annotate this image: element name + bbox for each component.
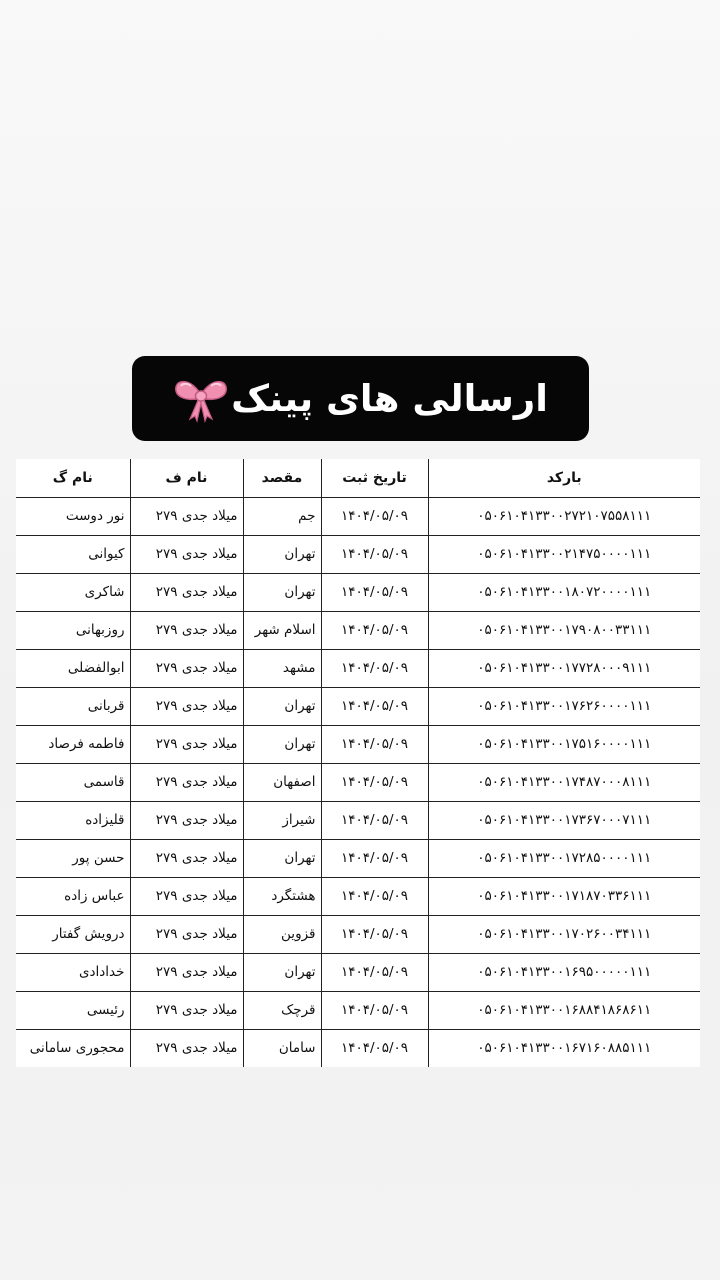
date-cell: ۱۴۰۴/۰۵/۰۹ [321, 877, 428, 915]
barcode-cell: ۰۵۰۶۱۰۴۱۳۳۰۰۱۶۹۵۰۰۰۰۰۱۱۱ [428, 953, 700, 991]
first-name-cell: میلاد جدی ۲۷۹ [130, 1029, 243, 1067]
first-name-cell: میلاد جدی ۲۷۹ [130, 573, 243, 611]
first-name-cell: میلاد جدی ۲۷۹ [130, 877, 243, 915]
last-name-cell: ابوالفضلی [16, 649, 130, 687]
date-cell: ۱۴۰۴/۰۵/۰۹ [321, 611, 428, 649]
last-name-cell: درویش گفتار [16, 915, 130, 953]
shipments-table-container [16, 459, 700, 1059]
barcode-cell: ۰۵۰۶۱۰۴۱۳۳۰۰۲۱۴۷۵۰۰۰۰۱۱۱ [428, 535, 700, 573]
barcode-cell: ۰۵۰۶۱۰۴۱۳۳۰۰۱۷۲۸۵۰۰۰۰۱۱۱ [428, 839, 700, 877]
destination-cell: مشهد [243, 649, 321, 687]
first-name-cell: میلاد جدی ۲۷۹ [130, 497, 243, 535]
barcode-cell: ۰۵۰۶۱۰۴۱۳۳۰۰۱۷۴۸۷۰۰۰۸۱۱۱ [428, 763, 700, 801]
last-name-cell: عباس زاده [16, 877, 130, 915]
destination-cell: اصفهان [243, 763, 321, 801]
table-header-row [16, 459, 700, 497]
first-name-cell: میلاد جدی ۲۷۹ [130, 801, 243, 839]
first-name-cell: میلاد جدی ۲۷۹ [130, 915, 243, 953]
header-first-name: نام ف [130, 459, 243, 497]
last-name-cell: قلیزاده [16, 801, 130, 839]
date-cell: ۱۴۰۴/۰۵/۰۹ [321, 763, 428, 801]
destination-cell: تهران [243, 953, 321, 991]
table-row [16, 801, 700, 839]
destination-cell: جم [243, 497, 321, 535]
first-name-cell: میلاد جدی ۲۷۹ [130, 535, 243, 573]
first-name-cell: میلاد جدی ۲۷۹ [130, 687, 243, 725]
table-row [16, 839, 700, 877]
date-cell: ۱۴۰۴/۰۵/۰۹ [321, 573, 428, 611]
first-name-cell: میلاد جدی ۲۷۹ [130, 953, 243, 991]
table-row [16, 991, 700, 1029]
destination-cell: هشتگرد [243, 877, 321, 915]
last-name-cell: فاطمه فرصاد [16, 725, 130, 763]
destination-cell: شیراز [243, 801, 321, 839]
barcode-cell: ۰۵۰۶۱۰۴۱۳۳۰۰۱۶۸۸۴۱۸۶۸۶۱۱ [428, 991, 700, 1029]
barcode-cell: ۰۵۰۶۱۰۴۱۳۳۰۰۱۷۰۲۶۰۰۳۴۱۱۱ [428, 915, 700, 953]
last-name-cell: محجوری سامانی [16, 1029, 130, 1067]
date-cell: ۱۴۰۴/۰۵/۰۹ [321, 497, 428, 535]
first-name-cell: میلاد جدی ۲۷۹ [130, 611, 243, 649]
date-cell: ۱۴۰۴/۰۵/۰۹ [321, 953, 428, 991]
destination-cell: تهران [243, 725, 321, 763]
first-name-cell: میلاد جدی ۲۷۹ [130, 991, 243, 1029]
table-row [16, 725, 700, 763]
last-name-cell: حسن پور [16, 839, 130, 877]
last-name-cell: نور دوست [16, 497, 130, 535]
destination-cell: تهران [243, 573, 321, 611]
last-name-cell: کیوانی [16, 535, 130, 573]
date-cell: ۱۴۰۴/۰۵/۰۹ [321, 991, 428, 1029]
table-row [16, 611, 700, 649]
table-row [16, 573, 700, 611]
barcode-cell: ۰۵۰۶۱۰۴۱۳۳۰۰۱۷۵۱۶۰۰۰۰۱۱۱ [428, 725, 700, 763]
table-row [16, 763, 700, 801]
title-banner [132, 356, 589, 441]
table-row [16, 535, 700, 573]
first-name-cell: میلاد جدی ۲۷۹ [130, 839, 243, 877]
destination-cell: تهران [243, 535, 321, 573]
date-cell: ۱۴۰۴/۰۵/۰۹ [321, 1029, 428, 1067]
table-row [16, 1029, 700, 1067]
date-cell: ۱۴۰۴/۰۵/۰۹ [321, 915, 428, 953]
barcode-cell: ۰۵۰۶۱۰۴۱۳۳۰۰۱۶۷۱۶۰۸۸۵۱۱۱ [428, 1029, 700, 1067]
last-name-cell: رئیسی [16, 991, 130, 1029]
table-row [16, 649, 700, 687]
header-barcode: بارکد [428, 459, 700, 497]
table-row [16, 953, 700, 991]
header-date: تاریخ ثبت [321, 459, 428, 497]
destination-cell: تهران [243, 839, 321, 877]
table-row [16, 877, 700, 915]
last-name-cell: خدادادی [16, 953, 130, 991]
destination-cell: قرچک [243, 991, 321, 1029]
destination-cell: اسلام شهر [243, 611, 321, 649]
date-cell: ۱۴۰۴/۰۵/۰۹ [321, 687, 428, 725]
barcode-cell: ۰۵۰۶۱۰۴۱۳۳۰۰۱۷۷۲۸۰۰۰۹۱۱۱ [428, 649, 700, 687]
last-name-cell: قاسمی [16, 763, 130, 801]
table-row [16, 915, 700, 953]
first-name-cell: میلاد جدی ۲۷۹ [130, 649, 243, 687]
last-name-cell: شاکری [16, 573, 130, 611]
date-cell: ۱۴۰۴/۰۵/۰۹ [321, 801, 428, 839]
destination-cell: تهران [243, 687, 321, 725]
barcode-cell: ۰۵۰۶۱۰۴۱۳۳۰۰۱۷۳۶۷۰۰۰۷۱۱۱ [428, 801, 700, 839]
date-cell: ۱۴۰۴/۰۵/۰۹ [321, 725, 428, 763]
first-name-cell: میلاد جدی ۲۷۹ [130, 763, 243, 801]
date-cell: ۱۴۰۴/۰۵/۰۹ [321, 535, 428, 573]
header-last-name: نام گ [16, 459, 130, 497]
date-cell: ۱۴۰۴/۰۵/۰۹ [321, 839, 428, 877]
banner-title: ارسالی های پینک [231, 377, 548, 420]
barcode-cell: ۰۵۰۶۱۰۴۱۳۳۰۰۲۷۲۱۰۷۵۵۸۱۱۱ [428, 497, 700, 535]
table-row [16, 497, 700, 535]
barcode-cell: ۰۵۰۶۱۰۴۱۳۳۰۰۱۷۹۰۸۰۰۳۳۱۱۱ [428, 611, 700, 649]
pink-bow-icon [173, 374, 229, 424]
table-row [16, 687, 700, 725]
last-name-cell: روزبهانی [16, 611, 130, 649]
barcode-cell: ۰۵۰۶۱۰۴۱۳۳۰۰۱۸۰۷۲۰۰۰۰۱۱۱ [428, 573, 700, 611]
barcode-cell: ۰۵۰۶۱۰۴۱۳۳۰۰۱۷۶۲۶۰۰۰۰۱۱۱ [428, 687, 700, 725]
barcode-cell: ۰۵۰۶۱۰۴۱۳۳۰۰۱۷۱۸۷۰۳۳۶۱۱۱ [428, 877, 700, 915]
first-name-cell: میلاد جدی ۲۷۹ [130, 725, 243, 763]
destination-cell: سامان [243, 1029, 321, 1067]
last-name-cell: قربانی [16, 687, 130, 725]
shipments-table [16, 459, 700, 1067]
header-destination: مقصد [243, 459, 321, 497]
destination-cell: قزوین [243, 915, 321, 953]
date-cell: ۱۴۰۴/۰۵/۰۹ [321, 649, 428, 687]
